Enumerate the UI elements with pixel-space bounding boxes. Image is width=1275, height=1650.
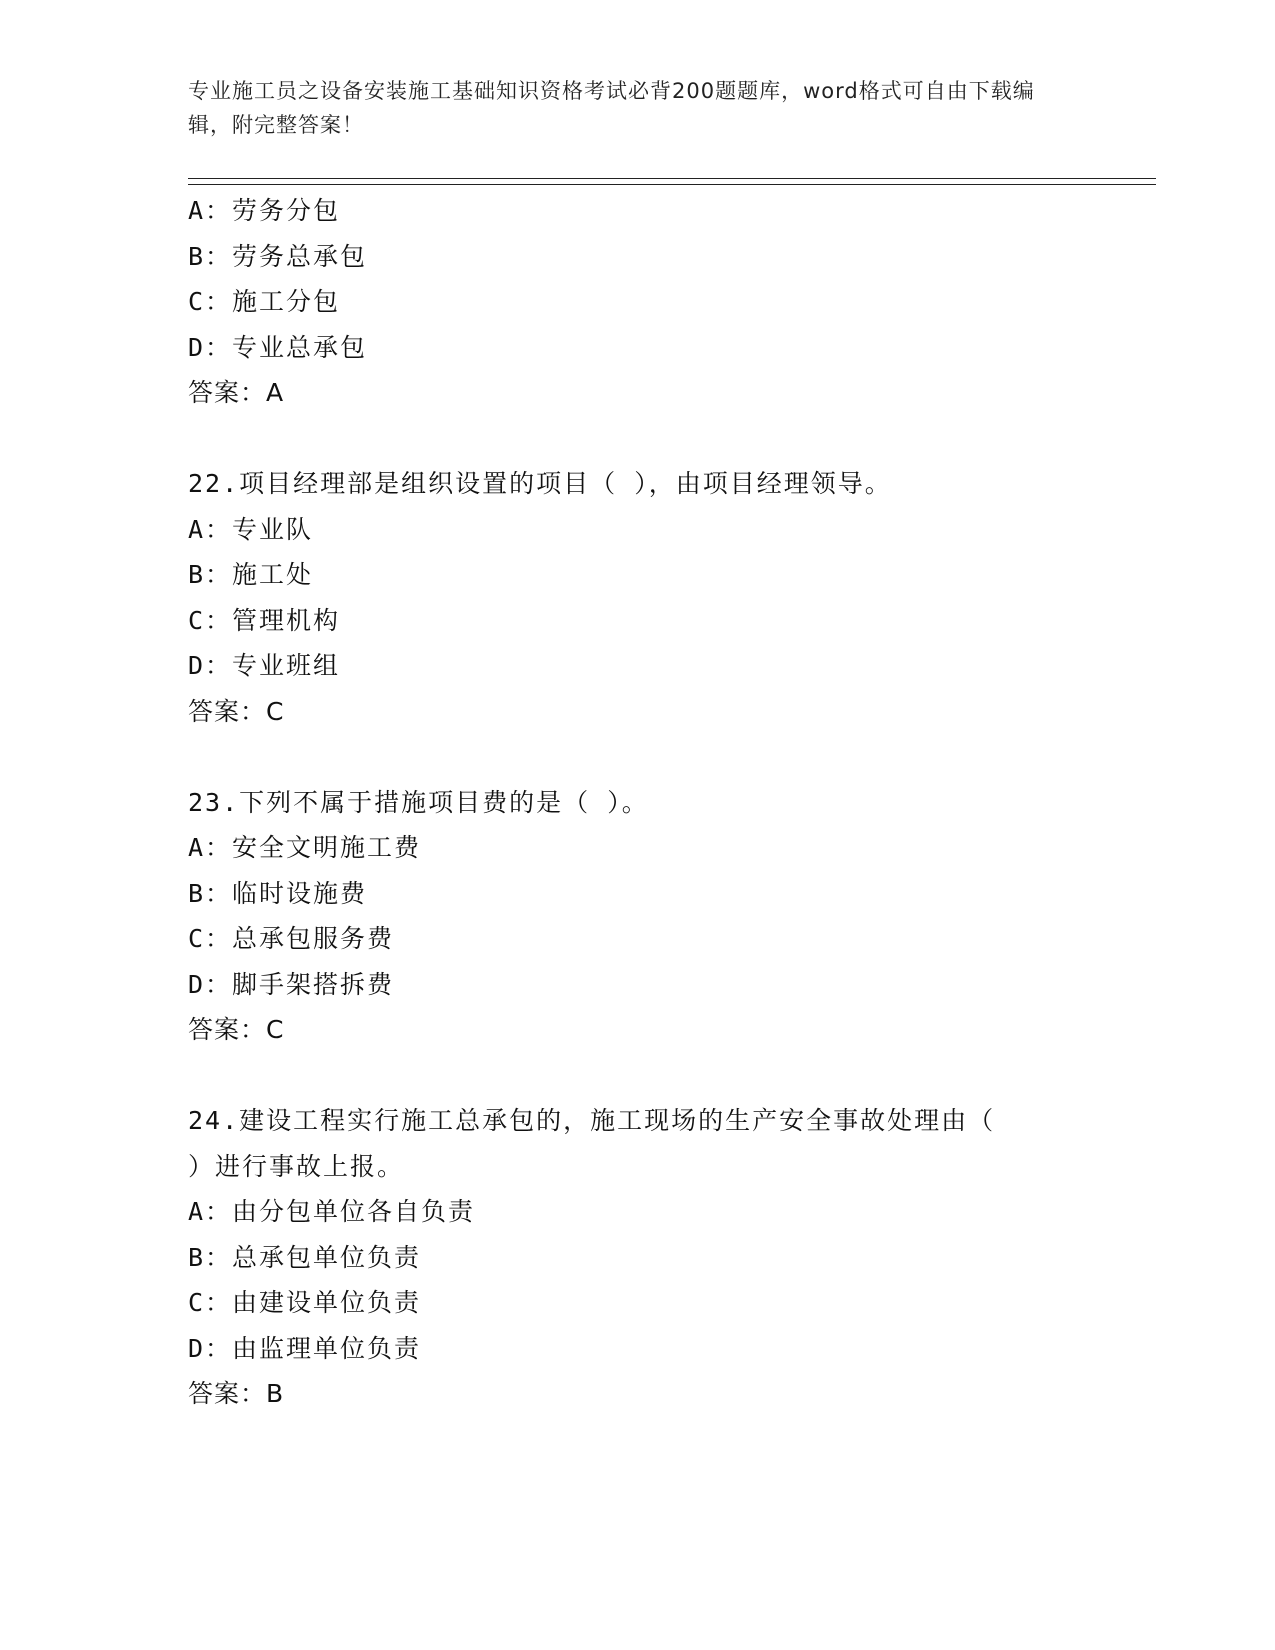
option-d: D：专业班组 bbox=[188, 651, 341, 680]
question-stem-line-1: 24.建设工程实行施工总承包的，施工现场的生产安全事故处理由（ bbox=[188, 1106, 996, 1135]
option-a: A：由分包单位各自负责 bbox=[188, 1197, 476, 1226]
option-b: B：总承包单位负责 bbox=[188, 1242, 422, 1272]
header-divider bbox=[188, 178, 1156, 185]
option-d: D：专业总承包 bbox=[188, 332, 368, 362]
option-b: B：劳务总承包 bbox=[188, 241, 368, 271]
answer-line: 答案：A bbox=[188, 378, 285, 407]
option-b: B：施工处 bbox=[188, 560, 314, 589]
option-c: C：总承包服务费 bbox=[188, 924, 395, 953]
answer-line: 答案：C bbox=[188, 696, 285, 726]
question-block-23 bbox=[188, 780, 1088, 1053]
option-b: B：临时设施费 bbox=[188, 878, 368, 908]
question-stem-line-2: ）进行事故上报。 bbox=[188, 1151, 405, 1181]
option-a: A：专业队 bbox=[188, 514, 314, 544]
option-c: C：由建设单位负责 bbox=[188, 1288, 422, 1317]
spacer bbox=[188, 734, 1088, 780]
document-header-title: 专业施工员之设备安装施工基础知识资格考试必背200题题库，word格式可自由下载编辑，附完整答案！ bbox=[188, 79, 1035, 137]
option-d: D：由监理单位负责 bbox=[188, 1333, 422, 1363]
question-list bbox=[188, 188, 1088, 1417]
question-stem: 22.项目经理部是组织设置的项目（ ），由项目经理领导。 bbox=[188, 469, 892, 498]
question-stem: 23.下列不属于措施项目费的是（ ）。 bbox=[188, 787, 649, 817]
question-block-24 bbox=[188, 1098, 1088, 1417]
option-d: D：脚手架搭拆费 bbox=[188, 969, 395, 999]
option-a: A：劳务分包 bbox=[188, 196, 341, 225]
answer-line: 答案：B bbox=[188, 1379, 285, 1408]
option-c: C：施工分包 bbox=[188, 287, 341, 316]
spacer bbox=[188, 416, 1088, 462]
answer-line: 答案：C bbox=[188, 1015, 285, 1044]
option-c: C：管理机构 bbox=[188, 605, 341, 635]
spacer bbox=[188, 1053, 1088, 1099]
option-a: A：安全文明施工费 bbox=[188, 833, 422, 862]
question-block-21 bbox=[188, 188, 1088, 416]
question-block-22 bbox=[188, 461, 1088, 734]
